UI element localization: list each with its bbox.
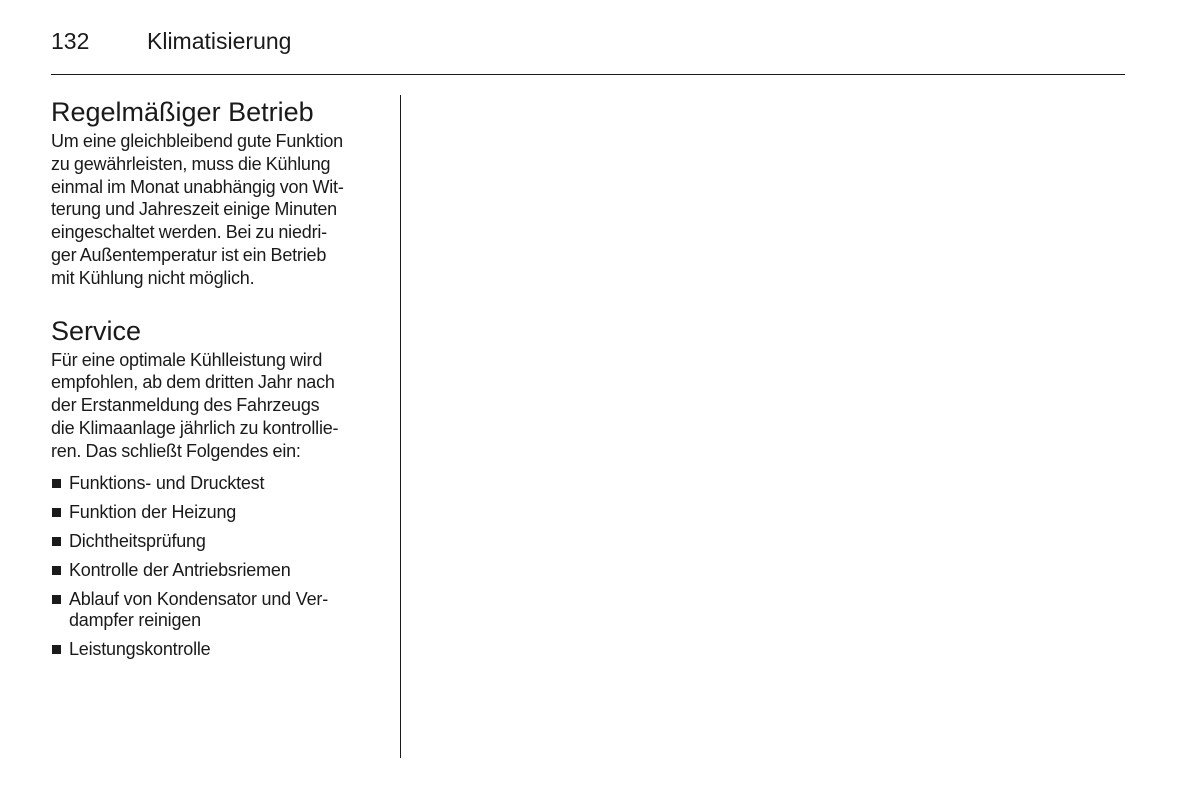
text-line: empfohlen, ab dem dritten Jahr nach [51,372,335,393]
paragraph-service [51,349,383,463]
section-heading: Regelmäßiger Betrieb [51,97,314,127]
text-line: einmal im Monat unabhängig von Wit- [51,176,344,197]
list-item-label-continued: dampfer reinigen [69,610,201,631]
list-item [51,589,383,632]
section-regular-operation [51,96,383,290]
list-item [51,473,383,495]
square-bullet-icon [52,645,61,654]
chapter-title: Klimatisierung [147,27,292,54]
square-bullet-icon [52,566,61,575]
header-divider [51,74,1125,75]
list-item-label: Dichtheitsprüfung [69,530,206,551]
square-bullet-icon [52,595,61,604]
list-item-label: Leistungskontrolle [69,639,211,660]
list-item [51,560,383,582]
page-number: 132 [51,27,90,54]
list-item-label: Kontrolle der Antriebsriemen [69,559,291,580]
section-service [51,315,383,661]
square-bullet-icon [52,479,61,488]
list-item [51,502,383,524]
service-checklist [51,473,383,661]
text-line: ren. Das schließt Folgendes ein: [51,440,301,461]
text-line: Für eine optimale Kühlleistung wird [51,349,323,370]
list-item [51,639,383,661]
square-bullet-icon [52,508,61,517]
list-item-label: Funktions- und Drucktest [69,472,265,493]
text-line: die Klimaanlage jährlich zu kontrollie- [51,417,339,438]
text-line: eingeschaltet werden. Bei zu niedri- [51,222,327,243]
list-item-label: Ablauf von Kondensator und Ver- [69,588,328,609]
text-line: der Erstanmeldung des Fahrzeugs [51,395,320,416]
paragraph-regular-operation [51,130,383,290]
column-divider [400,95,401,758]
text-line: mit Kühlung nicht möglich. [51,267,255,288]
list-item-label: Funktion der Heizung [69,501,237,522]
text-line: terung und Jahreszeit einige Minuten [51,199,337,220]
text-line: Um eine gleichbleibend gute Funktion [51,131,343,151]
section-heading: Service [51,315,142,346]
page-header [51,26,291,56]
left-column [51,96,383,668]
text-line: zu gewährleisten, muss die Kühlung [51,153,331,174]
list-item [51,531,383,553]
square-bullet-icon [52,537,61,546]
text-line: ger Außentemperatur ist ein Betrieb [51,244,327,265]
